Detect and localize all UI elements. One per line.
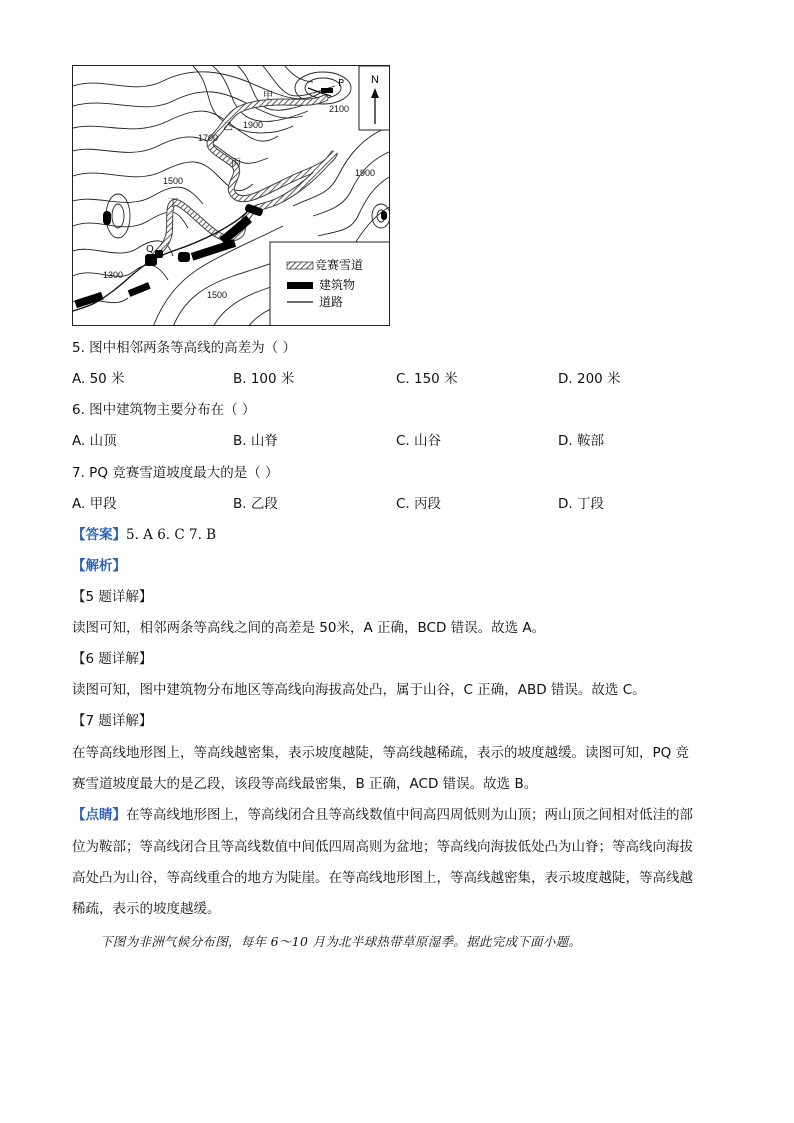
q5-option-b: B. 100 米: [233, 371, 295, 387]
q6-option-b: B. 山脊: [233, 433, 278, 449]
detail-6-text: 读图可知，图中建筑物分布地区等高线向海拔高处凸，属于山谷，C 正确，ABD 错误。故选 C。: [72, 682, 646, 698]
q5-option-c: C. 150 米: [396, 371, 458, 387]
q7-option-b: B. 乙段: [233, 496, 278, 512]
q6-stem: 6. 图中建筑物主要分布在（ ）: [72, 402, 256, 418]
detail-7-tag: 【7 题详解】: [72, 713, 153, 729]
detail-6-tag: 【6 题详解】: [72, 651, 153, 667]
label-q: Q: [146, 244, 154, 255]
contour-label-1500-bottom: 1500: [207, 290, 228, 300]
tip-tag: 【点睛】: [72, 807, 126, 823]
contour-label-1900-top: 1900: [243, 120, 264, 130]
q6-option-a: A. 山顶: [72, 433, 117, 449]
q7-stem: 7. PQ 竞赛雪道坡度最大的是（ ）: [72, 465, 279, 481]
label-jia: 甲: [263, 91, 273, 102]
legend-track-swatch: [287, 262, 313, 269]
answer-row: [72, 526, 216, 544]
tip-line-2: 位为鞍部；等高线闭合且等高线数值中间低四周高则为盆地；等高线向海拔低处凸为山脊；等高线向海拔: [72, 839, 693, 855]
answer-text: 5. A 6. C 7. B: [126, 527, 217, 543]
tip-text-1: 在等高线地形图上，等高线闭合且等高线数值中间高四周低则为山顶；两山顶之间相对低洼的部: [126, 807, 693, 823]
legend-building-swatch: [287, 282, 313, 289]
tip-line-4: 稀疏，表示的坡度越缓。: [72, 901, 221, 917]
contour-label-1500-left: 1500: [163, 176, 184, 186]
legend-road-label: 道路: [319, 295, 344, 309]
next-section-intro: 下图为非洲气候分布图，每年 6～10 月为北半球热带草原湿季。据此完成下面小题。: [100, 934, 582, 949]
detail-7-line-1: 在等高线地形图上，等高线越密集，表示坡度越陡，等高线越稀疏，表示的坡度越缓。读图可知，PQ 竞: [72, 745, 690, 761]
tip-line-1: [72, 806, 693, 824]
label-ding: 丁: [168, 198, 178, 209]
q7-option-a: A. 甲段: [72, 496, 117, 512]
label-p: P: [338, 78, 345, 89]
q6-option-d: D. 鞍部: [558, 433, 604, 449]
tip-line-3: 高处凸为山谷，等高线重合的地方为陡崖。在等高线地形图上，等高线越密集，表示坡度越陡，等高线越: [72, 870, 693, 886]
north-label: N: [371, 74, 379, 86]
detail-7-line-2: 赛雪道坡度最大的是乙段，该段等高线最密集，B 正确，ACD 错误。故选 B。: [72, 776, 538, 792]
analysis-tag: 【解析】: [72, 558, 126, 574]
q5-stem: 5. 图中相邻两条等高线的高差为（ ）: [72, 340, 296, 356]
legend-building-label: 建筑物: [319, 278, 356, 292]
q5-option-a: A. 50 米: [72, 371, 125, 387]
contour-label-2100: 2100: [329, 104, 350, 114]
label-bing: 丙: [231, 158, 241, 169]
answer-tag: 【答案】: [72, 527, 126, 543]
q7-option-c: C. 丙段: [396, 496, 442, 512]
contour-map-svg: [73, 66, 390, 326]
contour-label-1900-right: 1900: [355, 168, 376, 178]
contour-label-1300: 1300: [103, 270, 124, 280]
detail-5-tag: 【5 题详解】: [72, 589, 153, 605]
q6-option-c: C. 山谷: [396, 433, 442, 449]
q7-option-d: D. 丁段: [558, 496, 604, 512]
contour-label-1700: 1700: [198, 133, 219, 143]
label-yi: 乙: [223, 122, 233, 133]
legend-track-label: 竞赛雪道: [315, 258, 364, 272]
contour-map: [72, 65, 390, 326]
analysis-row: [72, 557, 126, 575]
q5-option-d: D. 200 米: [558, 371, 621, 387]
detail-5-text: 读图可知，相邻两条等高线之间的高差是 50米，A 正确，BCD 错误。故选 A。: [72, 620, 546, 636]
